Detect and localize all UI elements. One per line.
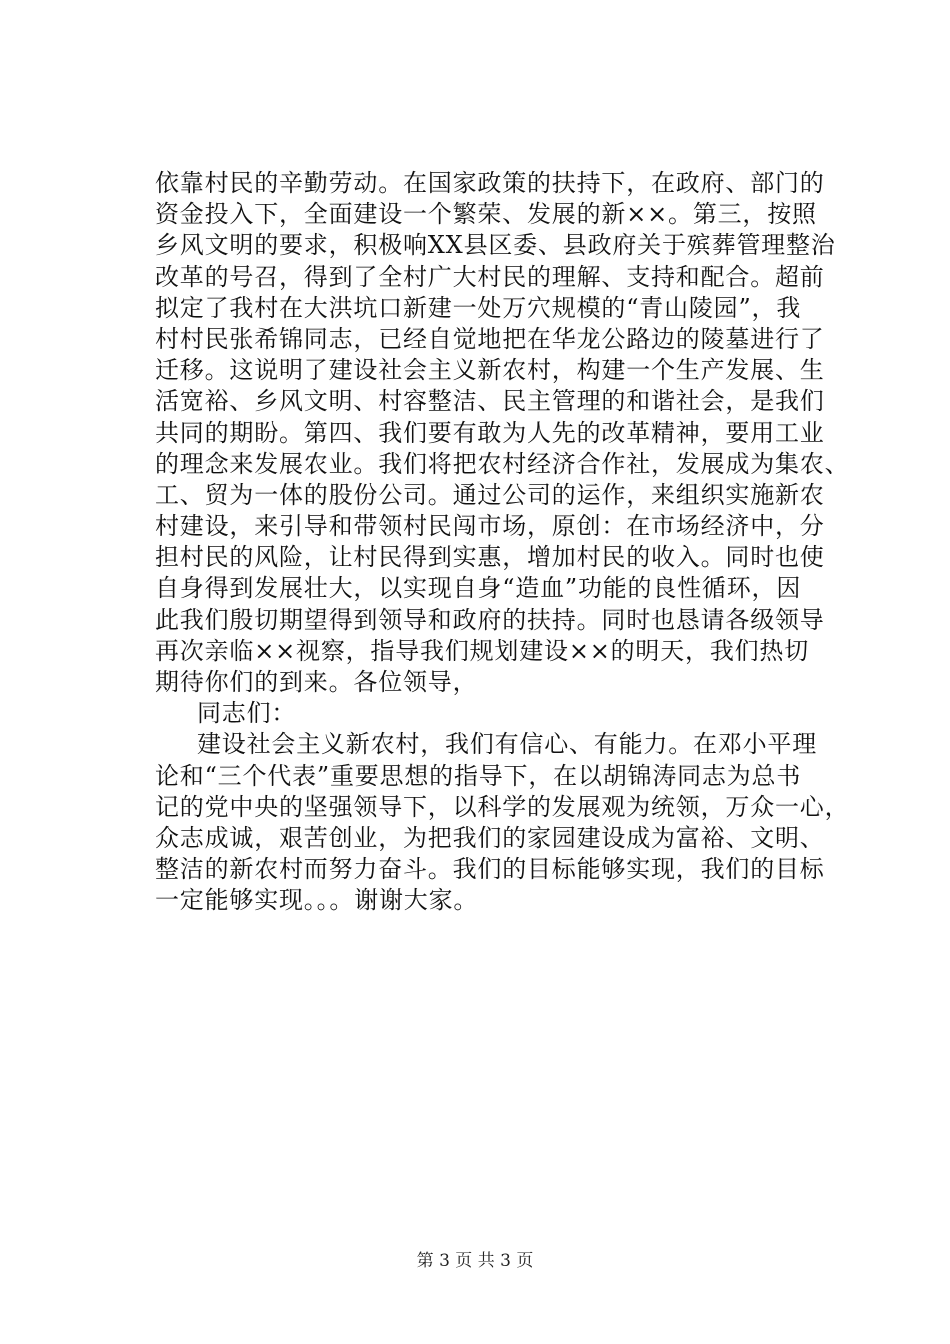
body-text <box>155 168 850 917</box>
salutation-line: 同志们： <box>197 699 297 728</box>
text-line: 再次亲临××视察，指导我们规划建设××的明天，我们热切 <box>155 636 810 665</box>
text-line: 担村民的风险，让村民得到实惠，增加村民的收入。同时也使 <box>155 543 825 572</box>
text-line: 论和“三个代表”重要思想的指导下，在以胡锦涛同志为总书 <box>155 761 802 790</box>
text-line: 自身得到发展壮大，以实现自身“造血”功能的良性循环，因 <box>155 574 802 603</box>
text-line: 的理念来发展农业。我们将把农村经济合作社，发展成为集农、 <box>155 449 850 478</box>
text-line: 拟定了我村在大洪坑口新建一处万穴规模的“青山陵园”，我 <box>155 293 802 322</box>
text-line: 依靠村民的辛勤劳动。在国家政策的扶持下，在政府、部门的 <box>155 169 825 197</box>
paragraph-start-line: 建设社会主义新农村，我们有信心、有能力。在邓小平理 <box>197 730 817 759</box>
text-line: 村建设，来引导和带领村民闯市场，原创：在市场经济中，分 <box>155 512 825 541</box>
text-line: 活宽裕、乡风文明、村容整洁、民主管理的和谐社会，是我们 <box>155 387 825 416</box>
text-line: 此我们殷切期望得到领导和政府的扶持。同时也恳请各级领导 <box>155 605 825 634</box>
text-line: 众志成诚，艰苦创业，为把我们的家园建设成为富裕、文明、 <box>155 823 825 852</box>
text-line: 迁移。这说明了建设社会主义新农村，构建一个生产发展、生 <box>155 356 825 385</box>
text-line: 工、贸为一体的股份公司。通过公司的运作，来组织实施新农 <box>155 480 825 509</box>
text-line: 一定能够实现。。。谢谢大家。 <box>155 886 479 915</box>
text-line: 改革的号召，得到了全村广大村民的理解、支持和配合。超前 <box>155 262 825 291</box>
text-line: 整洁的新农村而努力奋斗。我们的目标能够实现，我们的目标 <box>155 855 825 884</box>
text-line: 资金投入下，全面建设一个繁荣、发展的新××。第三，按照 <box>155 200 817 229</box>
text-line: 记的党中央的坚强领导下，以科学的发展观为统领，万众一心， <box>155 792 850 821</box>
page-number-footer: 第 3 页 共 3 页 <box>416 1251 534 1271</box>
text-line: 期待你们的到来。各位领导， <box>155 668 478 696</box>
text-line: 乡风文明的要求，积极响XX县区委、县政府关于殡葬管理整治 <box>155 231 836 260</box>
text-line: 共同的期盼。第四、我们要有敢为人先的改革精神，要用工业 <box>155 418 825 447</box>
text-line: 村村民张希锦同志，已经自觉地把在华龙公路边的陵墓进行了 <box>155 324 825 353</box>
